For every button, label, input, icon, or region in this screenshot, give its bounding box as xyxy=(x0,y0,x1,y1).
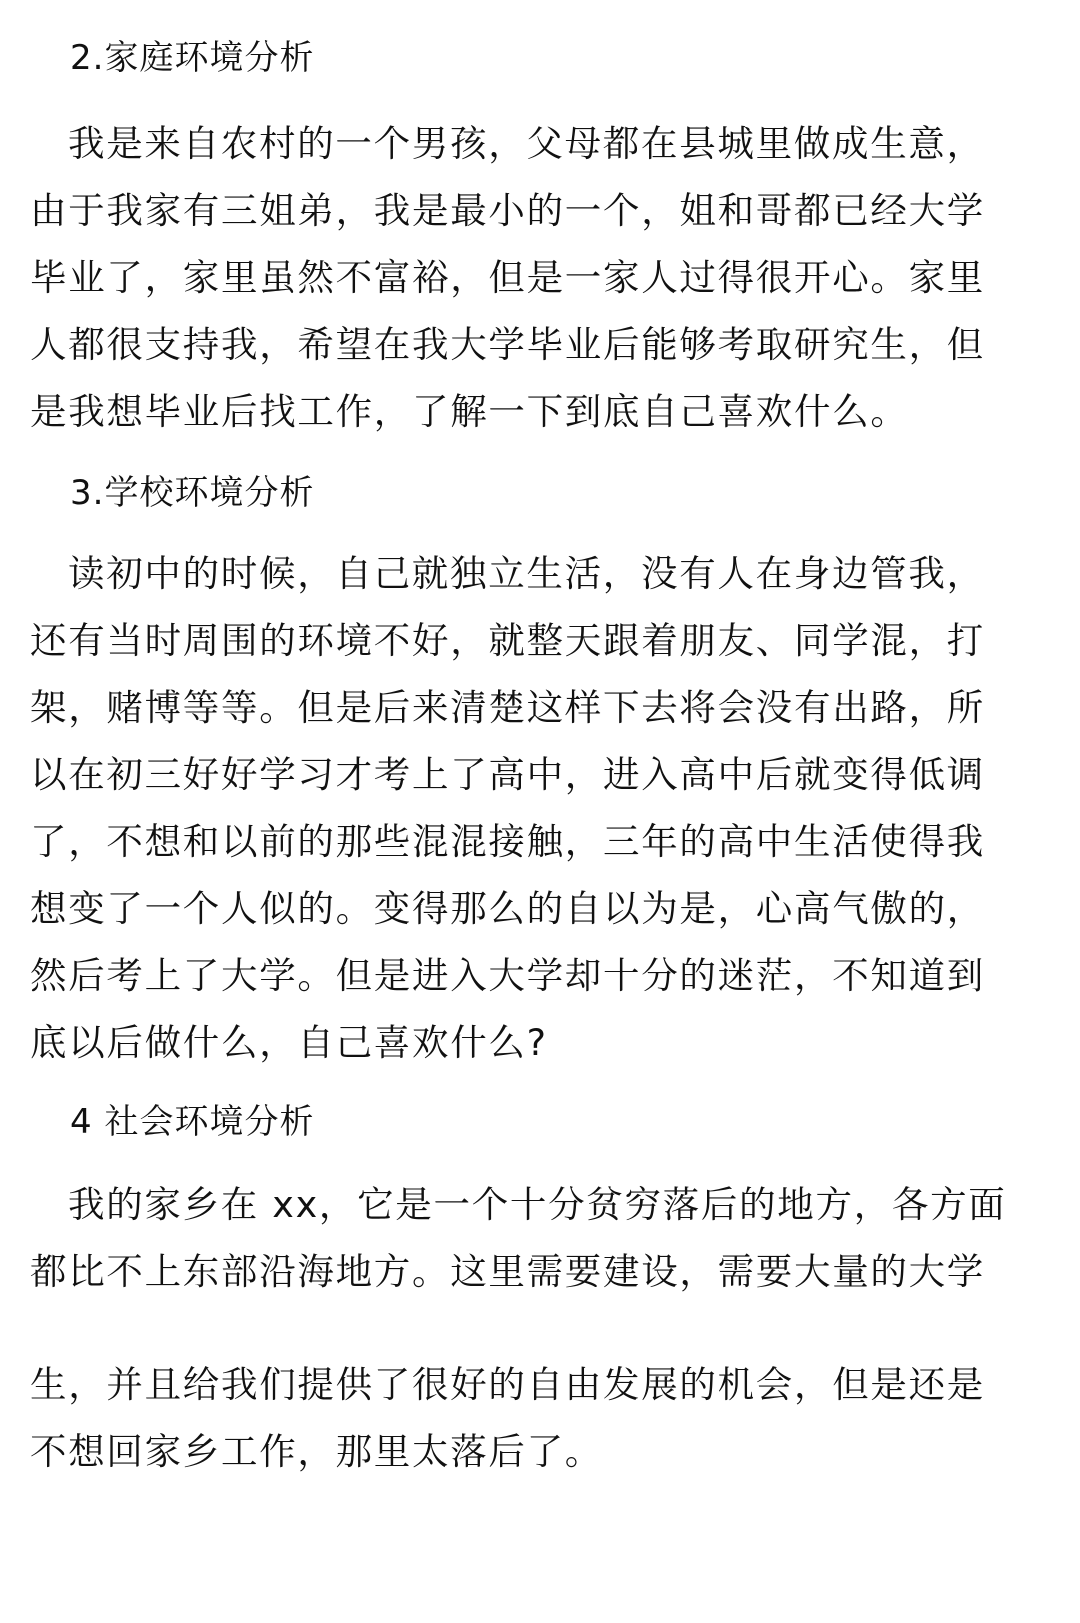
paragraph-line: 生，并且给我们提供了很好的自由发展的机会，但是还是 xyxy=(30,1363,985,1406)
paragraph-line: 底以后做什么，自己喜欢什么? xyxy=(30,1021,548,1064)
paragraph-line: 以在初三好好学习才考上了高中，进入高中后就变得低调 xyxy=(30,753,985,796)
paragraph-line: 毕业了，家里虽然不富裕，但是一家人过得很开心。家里 xyxy=(30,256,985,299)
paragraph-line: 都比不上东部沿海地方。这里需要建设，需要大量的大学 xyxy=(30,1250,985,1293)
paragraph-line: 然后考上了大学。但是进入大学却十分的迷茫，不知道到 xyxy=(30,954,985,997)
paragraph-line: 由于我家有三姐弟，我是最小的一个，姐和哥都已经大学 xyxy=(30,189,985,232)
section-heading-society: 4 社会环境分析 xyxy=(70,1102,315,1142)
paragraph-line: 是我想毕业后找工作，了解一下到底自己喜欢什么。 xyxy=(30,390,909,433)
paragraph-line: 我是来自农村的一个男孩，父母都在县城里做成生意， xyxy=(68,122,985,165)
paragraph-line: 想变了一个人似的。变得那么的自以为是，心高气傲的， xyxy=(30,887,985,930)
paragraph-line: 还有当时周围的环境不好，就整天跟着朋友、同学混，打 xyxy=(30,619,985,662)
section-heading-family: 2.家庭环境分析 xyxy=(70,38,315,78)
paragraph-line: 读初中的时候，自己就独立生活，没有人在身边管我， xyxy=(68,552,985,595)
paragraph-line: 不想回家乡工作，那里太落后了。 xyxy=(30,1430,603,1473)
paragraph-line: 人都很支持我，希望在我大学毕业后能够考取研究生，但 xyxy=(30,323,985,366)
paragraph-line: 我的家乡在 xx，它是一个十分贫穷落后的地方，各方面 xyxy=(68,1183,1007,1226)
paragraph-line: 了，不想和以前的那些混混接触，三年的高中生活使得我 xyxy=(30,820,985,863)
paragraph-line: 架，赌博等等。但是后来清楚这样下去将会没有出路，所 xyxy=(30,686,985,729)
section-heading-school: 3.学校环境分析 xyxy=(70,473,315,513)
